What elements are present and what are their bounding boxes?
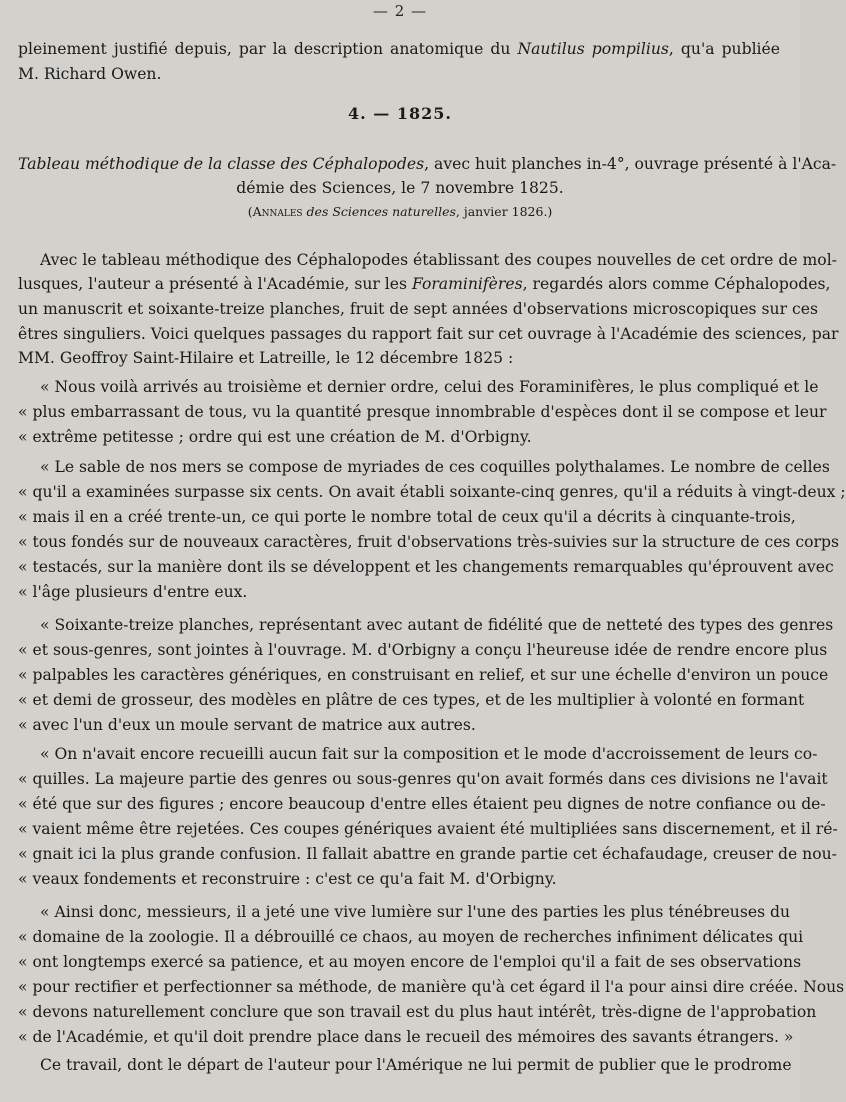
quote-3-line-2: « et sous-genres, sont jointes à l'ouvrage. M. d'Orbigny a conçu l'heureuse idée de rendre encore plus xyxy=(18,641,828,659)
work-title: Tableau méthodique de la classe des Céphalopodes xyxy=(18,155,425,173)
paragraph-1-line-3: un manuscrit et soixante-treize planches, fruit de sept années d'observations microscopiques sur ces xyxy=(18,300,818,318)
quote-2-line-3: « mais il en a créé trente-un, ce qui porte le nombre total de ceux qu'il a décrits à cinquante-trois, xyxy=(18,508,796,526)
quote-1-line-2: « plus embarrassant de tous, vu la quantité presque innombrable d'espèces dont il se compose et leur xyxy=(18,403,827,421)
quote-5-line-1: « Ainsi donc, messieurs, il a jeté une vive lumière sur l'une des parties les plus ténébreuses du xyxy=(40,903,791,921)
quote-2-line-2: « qu'il a examinées surpasse six cents. On avait établi soixante-cinq genres, qu'il a réduits à vingt-deux ; xyxy=(18,483,846,501)
quote-3-line-1: « Soixante-treize planches, représentant avec autant de fidélité que de netteté des types des genres xyxy=(40,616,834,634)
quote-2-line-6: « l'âge plusieurs d'entre eux. xyxy=(18,583,248,601)
paragraph-1-line-1: Avec le tableau méthodique des Céphalopodes établissant des coupes nouvelles de cet ordre de mol- xyxy=(40,251,837,269)
quote-4-line-5: « gnait ici la plus grande confusion. Il fallait abattre en grande partie cet échafaudage, creuser de nou- xyxy=(18,845,837,863)
section-heading: 4. — 1825. xyxy=(348,104,452,123)
page-number: — 2 — xyxy=(372,2,428,20)
quote-3-line-5: « avec l'un d'eux un moule servant de matrice aux autres. xyxy=(18,716,476,734)
quote-4-line-6: « veaux fondements et reconstruire : c'est ce qu'a fait M. d'Orbigny. xyxy=(18,870,557,888)
quote-2-line-4: « tous fondés sur de nouveaux caractères, fruit d'observations très-suivies sur la structure de ces corps xyxy=(18,533,839,551)
quote-5-line-4: « pour rectifier et perfectionner sa méthode, de manière qu'à cet égard il l'a pour ainsi dire créée. Nous xyxy=(18,978,845,996)
quote-5-line-2: « domaine de la zoologie. Il a débrouillé ce chaos, au moyen de recherches infiniment délicates qui xyxy=(18,928,804,946)
quote-4-line-4: « vaient même être rejetées. Ces coupes génériques avaient été multipliées sans discernement, et il ré- xyxy=(18,820,838,838)
quote-3-line-4: « et demi de grosseur, des modèles en plâtre de ces types, et de les multiplier à volonté en formant xyxy=(18,691,805,709)
quote-5-line-5: « devons naturellement conclure que son travail est du plus haut intérêt, très-digne de l'approbation xyxy=(18,1003,817,1021)
intro-line-1: pleinement justifié depuis, par la description anatomique du Nautilus pompilius, qu'a publiée xyxy=(18,40,781,58)
quote-1-line-3: « extrême petitesse ; ordre qui est une création de M. d'Orbigny. xyxy=(18,428,532,446)
title-line-2: démie des Sciences, le 7 novembre 1825. xyxy=(236,179,564,197)
quote-4-line-2: « quilles. La majeure partie des genres ou sous-genres qu'on avait formés dans ces divisions ne l'avait xyxy=(18,770,828,788)
paragraph-1-line-5: MM. Geoffroy Saint-Hilaire et Latreille, le 12 décembre 1825 : xyxy=(18,349,514,367)
source-citation: (Annales des Sciences naturelles, janvier 1826.) xyxy=(247,204,553,219)
quote-5-line-6: « de l'Académie, et qu'il doit prendre place dans le recueil des mémoires des savants étrangers. » xyxy=(18,1028,794,1046)
quote-2-line-5: « testacés, sur la manière dont ils se développent et les changements remarquables qu'éprouvent avec xyxy=(18,558,834,576)
journal-name: Annales xyxy=(252,204,303,219)
paragraph-1-line-2: lusques, l'auteur a présenté à l'Académie, sur les Foraminifères, regardés alors comme Céphalopodes, xyxy=(18,275,831,293)
quote-2-line-1: « Le sable de nos mers se compose de myriades de ces coquilles polythalames. Le nombre de celles xyxy=(40,458,830,476)
quote-3-line-3: « palpables les caractères génériques, en construisant en relief, et sur une échelle d'environ un pouce xyxy=(18,666,829,684)
paragraph-1-line-4: êtres singuliers. Voici quelques passages du rapport fait sur cet ouvrage à l'Académie des sciences, par xyxy=(18,325,839,343)
intro-line-2: M. Richard Owen. xyxy=(18,65,162,83)
title-line-1: Tableau méthodique de la classe des Céphalopodes, avec huit planches in-4°, ouvrage présenté à l'Aca- xyxy=(18,155,837,173)
species-name: Nautilus pompilius xyxy=(517,40,669,58)
quote-4-line-1: « On n'avait encore recueilli aucun fait sur la composition et le mode d'accroissement de leurs co- xyxy=(40,745,818,763)
quote-1-line-1: « Nous voilà arrivés au troisième et dernier ordre, celui des Foraminifères, le plus compliqué et le xyxy=(40,378,819,396)
quote-5-line-3: « ont longtemps exercé sa patience, et au moyen encore de l'emploi qu'il a fait de ses observations xyxy=(18,953,802,971)
quote-4-line-3: « été que sur des figures ; encore beaucoup d'entre elles étaient peu dignes de notre confiance ou de- xyxy=(18,795,826,813)
foraminiferes-term: Foraminifères xyxy=(412,275,523,293)
paragraph-2-line-1: Ce travail, dont le départ de l'auteur pour l'Amérique ne lui permit de publier que le prodrome xyxy=(40,1056,792,1074)
